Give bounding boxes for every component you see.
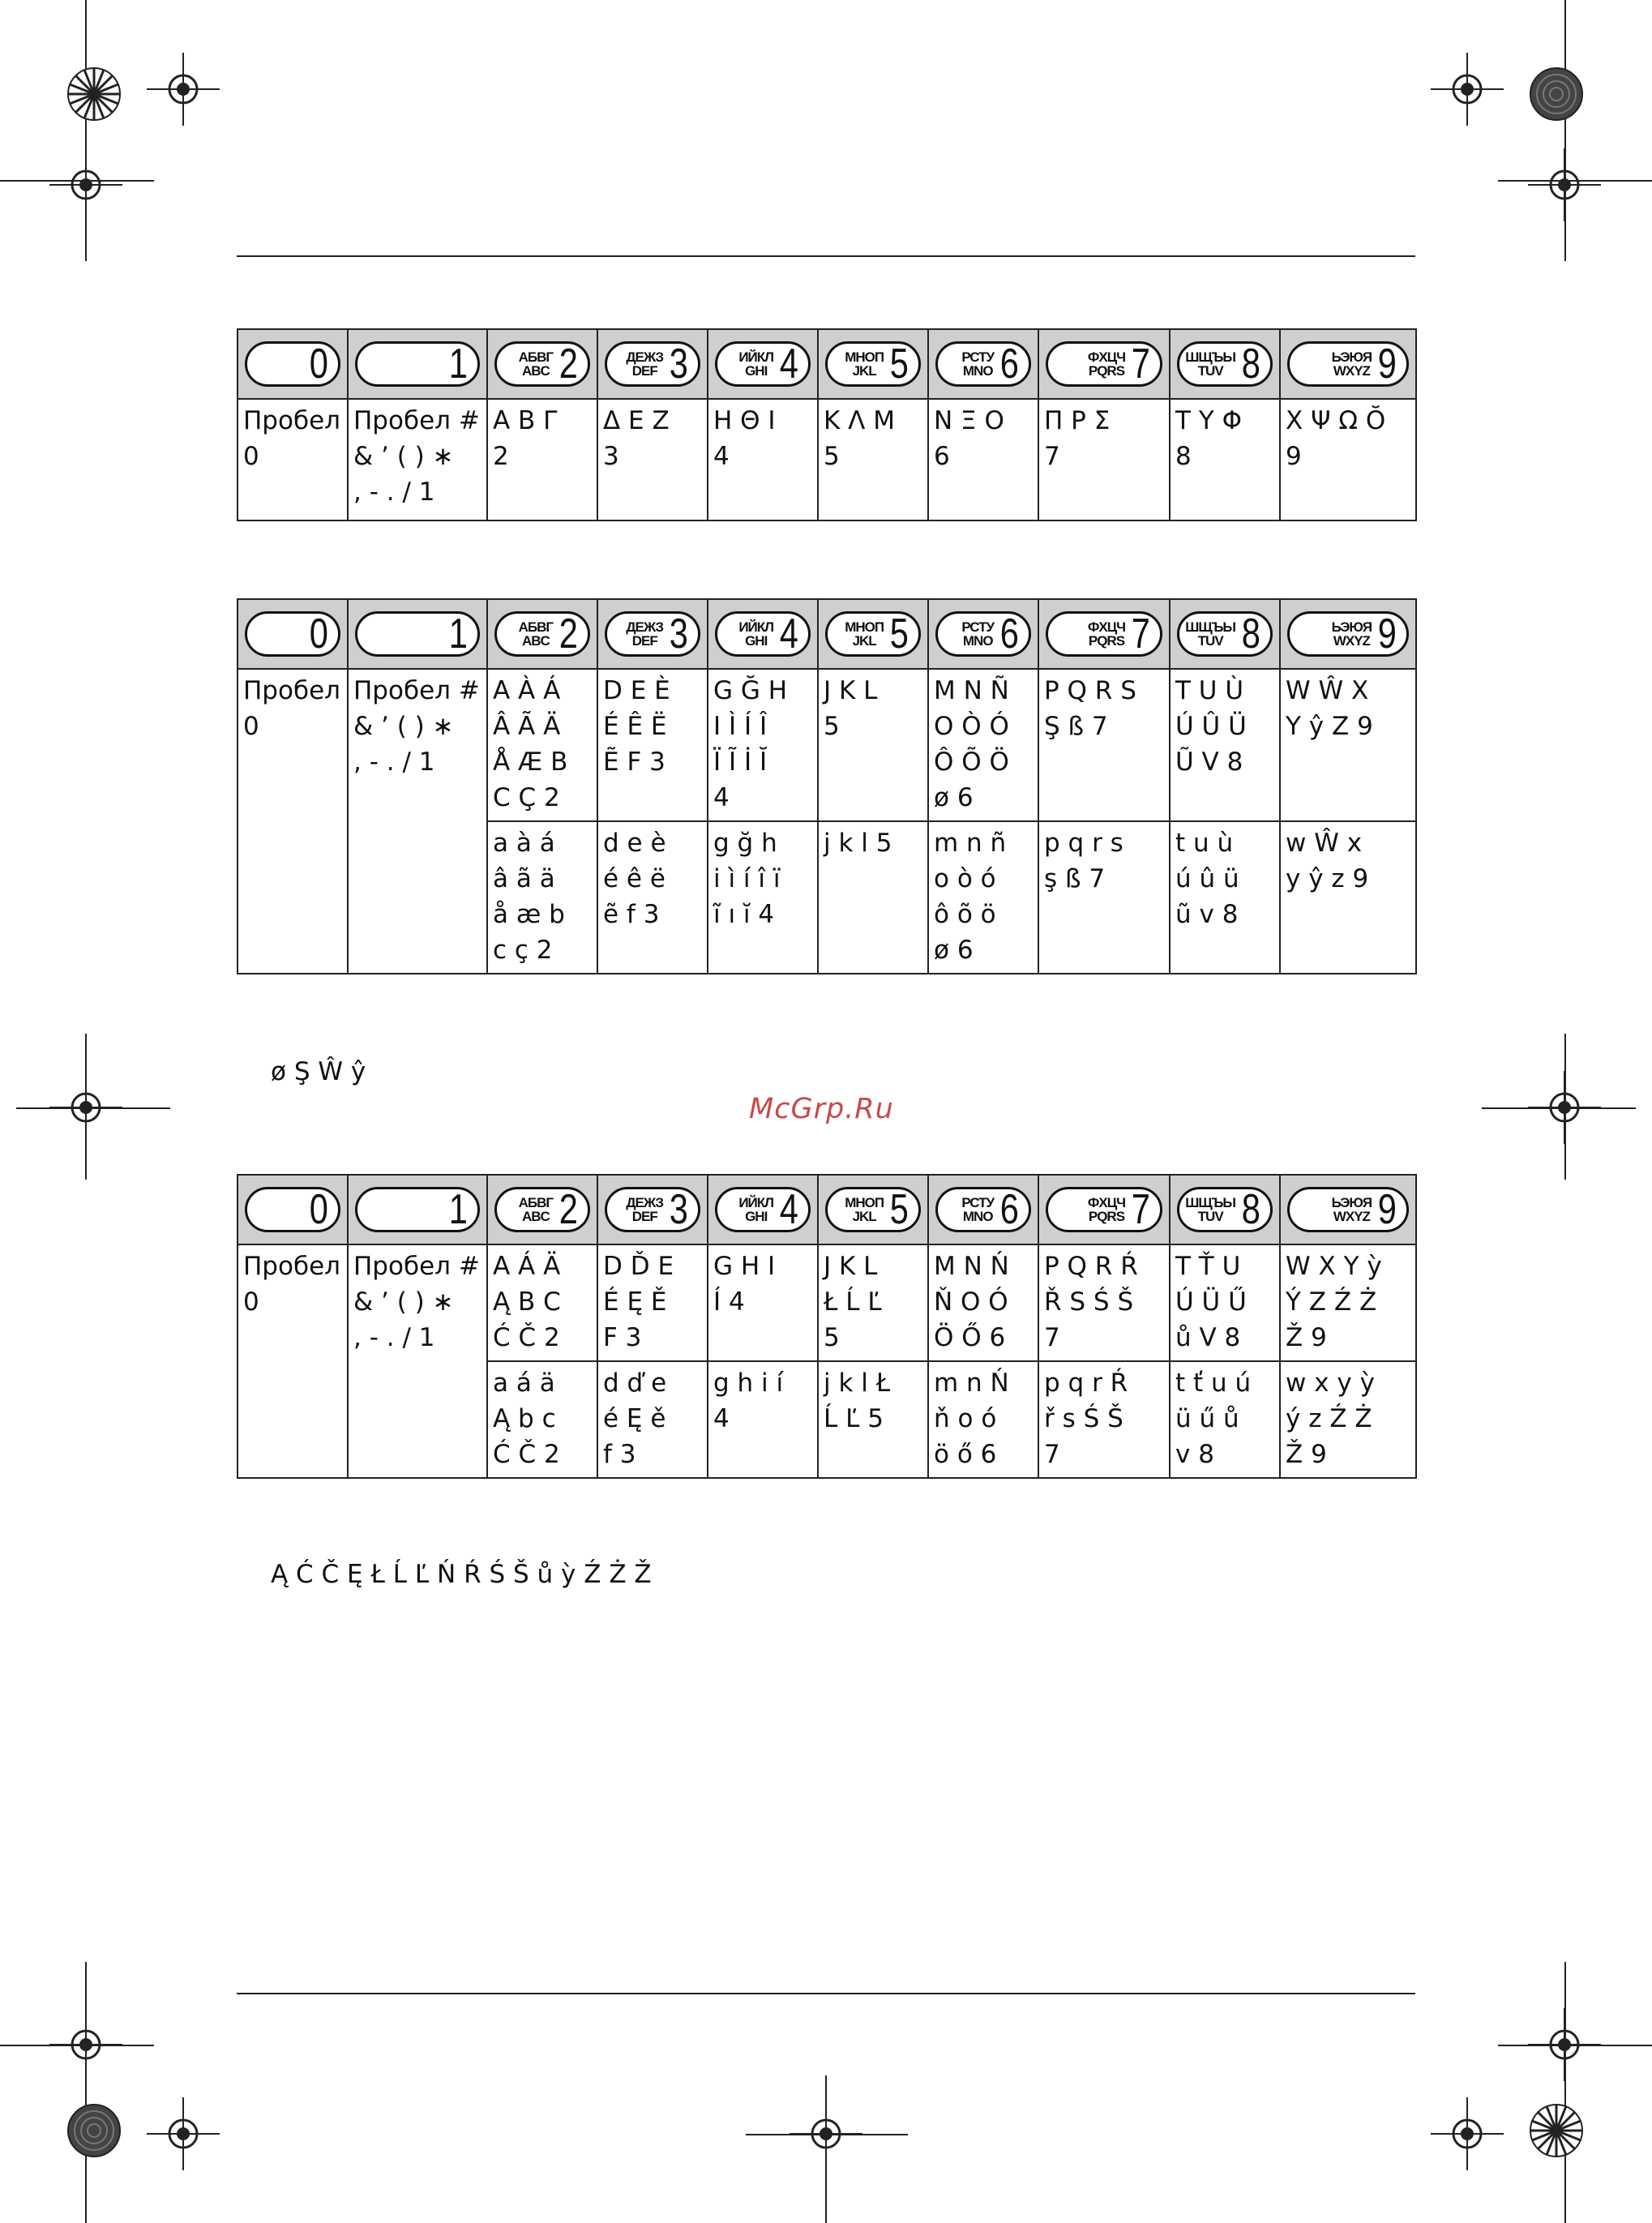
crop-mark xyxy=(85,0,87,261)
table-cell: Χ Ψ Ω Ŏ 9 xyxy=(1280,399,1416,520)
table-cell: j k l 5 xyxy=(818,821,928,974)
table-cell: Пробел 0 xyxy=(238,1244,348,1478)
key-7-icon: ФХЦЧ PQRS 7 xyxy=(1046,1187,1162,1232)
table-cell: Α Β Γ 2 xyxy=(487,399,597,520)
key-3-icon: ДЕЖЗ DEF 3 xyxy=(605,341,700,387)
key-8-icon: ШЩЪЫ TUV 8 xyxy=(1177,341,1273,387)
key-0-icon: 0 xyxy=(245,341,340,387)
key-6-icon: РСТУ MNO 6 xyxy=(935,611,1031,657)
key-1-icon: 1 xyxy=(355,611,480,657)
table-cell: Пробел 0 xyxy=(238,399,348,520)
key-6-icon: РСТУ MNO 6 xyxy=(935,341,1031,387)
key-7-icon: ФХЦЧ PQRS 7 xyxy=(1046,341,1162,387)
table-cell: Ν Ξ Ο 6 xyxy=(928,399,1038,520)
key-8-icon: ШЩЪЫ TUV 8 xyxy=(1177,1187,1273,1232)
eastern-character-table xyxy=(237,1174,1417,1479)
key-1-icon: 1 xyxy=(355,341,480,387)
key-7-icon: ФХЦЧ PQRS 7 xyxy=(1046,611,1162,657)
table-cell: p q r Ŕ ř s Ś Š 7 xyxy=(1038,1361,1170,1478)
special-characters-note: Ą Ć Č Ę Ł Ĺ Ľ Ń Ŕ Ś Š ů ỳ Ź Ż Ž xyxy=(271,1560,652,1589)
table-cell: m n ñ o ò ó ô õ ö ø 6 xyxy=(928,821,1038,974)
key-header-row xyxy=(238,329,1416,399)
key-2-icon: АБВГ ABC 2 xyxy=(494,341,590,387)
table-cell: Κ Λ Μ 5 xyxy=(818,399,928,520)
table-cell: W Ŵ X Y ŷ Z 9 xyxy=(1280,669,1416,821)
table-cell: d e è é ê ë ẽ f 3 xyxy=(597,821,708,974)
table-cell: J K L 5 xyxy=(818,669,928,821)
table-cell: G H I Í 4 xyxy=(708,1244,818,1361)
key-5-icon: МНОП JKL 5 xyxy=(825,611,921,657)
key-1-icon: 1 xyxy=(355,1187,480,1232)
key-0-icon: 0 xyxy=(245,1187,340,1232)
key-2-icon: АБВГ ABC 2 xyxy=(494,1187,590,1232)
table-cell: M N Ń Ň O Ó Ö Ő 6 xyxy=(928,1244,1038,1361)
table-cell: Пробел 0 xyxy=(238,669,348,974)
table-cell: g h i í 4 xyxy=(708,1361,818,1478)
header-rule xyxy=(237,255,1415,257)
table-cell: t ť u ú ü ű ů v 8 xyxy=(1170,1361,1280,1478)
table-row xyxy=(238,399,1416,520)
table-cell: A Á Ä Ą B C Ć Č 2 xyxy=(487,1244,597,1361)
table-cell: p q r s ş ß 7 xyxy=(1038,821,1170,974)
table-cell: Τ Υ Φ 8 xyxy=(1170,399,1280,520)
table-cell: g ğ h i ì í î ï ĩ ı ĭ 4 xyxy=(708,821,818,974)
table-row xyxy=(238,1244,1416,1361)
table-cell: T U Ù Ú Û Ü Ũ V 8 xyxy=(1170,669,1280,821)
key-4-icon: ИЙКЛ GHI 4 xyxy=(715,341,811,387)
crop-mark xyxy=(85,1962,87,2223)
key-5-icon: МНОП JKL 5 xyxy=(825,1187,921,1232)
key-header-row xyxy=(238,599,1416,669)
table-cell: J K L Ł Ĺ Ľ 5 xyxy=(818,1244,928,1361)
table-cell: A À Á Â Ã Ä Å Æ B C Ç 2 xyxy=(487,669,597,821)
table-cell: w x y ỳ ý z Ź Ż Ž 9 xyxy=(1280,1361,1416,1478)
key-3-icon: ДЕЖЗ DEF 3 xyxy=(605,1187,700,1232)
key-4-icon: ИЙКЛ GHI 4 xyxy=(715,1187,811,1232)
table-cell: Η Θ Ι 4 xyxy=(708,399,818,520)
key-8-icon: ШЩЪЫ TUV 8 xyxy=(1177,611,1273,657)
table-cell: m n Ń ň o ó ö ő 6 xyxy=(928,1361,1038,1478)
key-4-icon: ИЙКЛ GHI 4 xyxy=(715,611,811,657)
table-cell: w Ŵ x y ŷ z 9 xyxy=(1280,821,1416,974)
crop-mark xyxy=(1564,0,1566,261)
crop-mark xyxy=(1564,1962,1566,2223)
table-cell: j k l Ł Ĺ Ľ 5 xyxy=(818,1361,928,1478)
table-cell: Пробел # & ’ ( ) ∗ , - . / 1 xyxy=(348,669,487,974)
table-cell: G Ğ H I Ì Í Î Ï Ĩ İ Ĭ 4 xyxy=(708,669,818,821)
table-cell: d ď e é Ę ě f 3 xyxy=(597,1361,708,1478)
table-cell: D Ď E É Ę Ě F 3 xyxy=(597,1244,708,1361)
key-9-icon: ЬЭЮЯ WXYZ 9 xyxy=(1287,611,1409,657)
key-5-icon: МНОП JKL 5 xyxy=(825,341,921,387)
table-cell: t u ù ú û ü ũ v 8 xyxy=(1170,821,1280,974)
key-6-icon: РСТУ MNO 6 xyxy=(935,1187,1031,1232)
footer-rule xyxy=(237,1993,1415,1994)
special-characters-note: ø Ş Ŵ ŷ xyxy=(271,1057,366,1086)
key-0-icon: 0 xyxy=(245,611,340,657)
table-cell: Пробел # & ’ ( ) ∗ , - . / 1 xyxy=(348,1244,487,1478)
greek-character-table xyxy=(237,328,1417,521)
table-cell: P Q R Ŕ Ř S Ś Š 7 xyxy=(1038,1244,1170,1361)
table-cell: Π Ρ Σ 7 xyxy=(1038,399,1170,520)
table-cell: P Q R S Ş ß 7 xyxy=(1038,669,1170,821)
watermark: McGrp.Ru xyxy=(749,1093,894,1125)
table-cell: M N Ñ O Ò Ó Ô Õ Ö ø 6 xyxy=(928,669,1038,821)
key-9-icon: ЬЭЮЯ WXYZ 9 xyxy=(1287,1187,1409,1232)
table-cell: Δ Ε Ζ 3 xyxy=(597,399,708,520)
table-cell: a á ä Ą b c Ć Č 2 xyxy=(487,1361,597,1478)
table-row xyxy=(238,669,1416,821)
table-cell: W X Y ỳ Ý Z Ź Ż Ž 9 xyxy=(1280,1244,1416,1361)
table-cell: a à á â ã ä å æ b c ç 2 xyxy=(487,821,597,974)
key-9-icon: ЬЭЮЯ WXYZ 9 xyxy=(1287,341,1409,387)
key-2-icon: АБВГ ABC 2 xyxy=(494,611,590,657)
table-cell: D E È É Ê Ë Ẽ F 3 xyxy=(597,669,708,821)
western-character-table xyxy=(237,598,1417,974)
key-3-icon: ДЕЖЗ DEF 3 xyxy=(605,611,700,657)
key-header-row xyxy=(238,1175,1416,1244)
table-cell: T Ť U Ú Ü Ű ů V 8 xyxy=(1170,1244,1280,1361)
table-cell: Пробел # & ’ ( ) ∗ , - . / 1 xyxy=(348,399,487,520)
